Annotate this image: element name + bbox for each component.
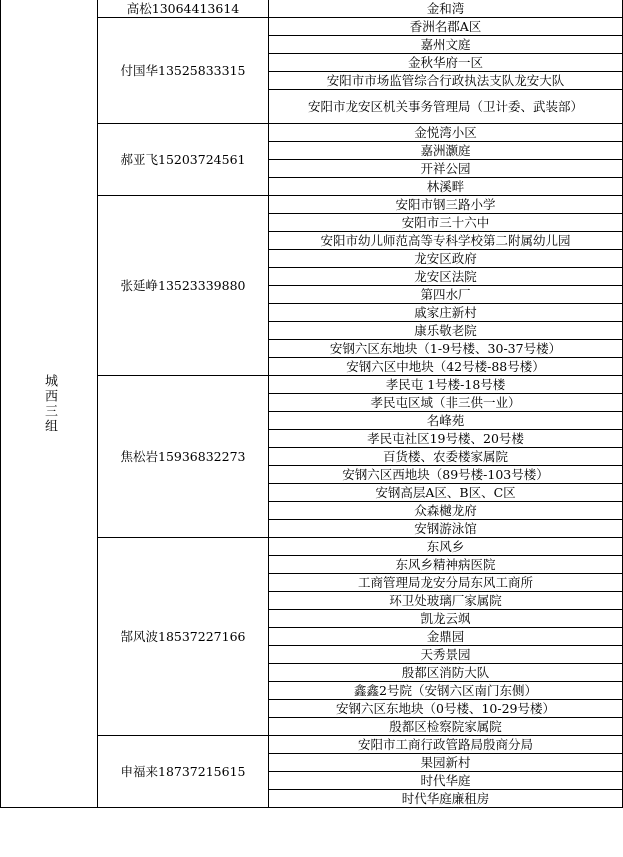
area-item: 金鼎园: [269, 628, 623, 646]
area-item: 孝民屯社区19号楼、20号楼: [269, 430, 623, 448]
area-item: 金和湾: [269, 0, 623, 18]
area-item: 工商管理局龙安分局东风工商所: [269, 574, 623, 592]
roster-body: [1, 0, 623, 808]
contact-name-phone: 付国华13525833315: [98, 18, 269, 124]
area-item: 开祥公园: [269, 160, 623, 178]
area-item: 嘉洲灏庭: [269, 142, 623, 160]
area-item: 康乐敬老院: [269, 322, 623, 340]
area-item: 时代华庭廉租房: [269, 790, 623, 808]
area-item: 名峰苑: [269, 412, 623, 430]
area-item: 凯龙云飒: [269, 610, 623, 628]
contact-name-phone: 焦松岩15936832273: [98, 376, 269, 538]
contact-name-phone: 郝亚飞15203724561: [98, 124, 269, 196]
area-item: 安钢六区东地块（0号楼、10-29号楼）: [269, 700, 623, 718]
area-item: 众森樾龙府: [269, 502, 623, 520]
area-item: 果园新村: [269, 754, 623, 772]
area-item: 金秋华府一区: [269, 54, 623, 72]
contact-name-phone: 郜风波18537227166: [98, 538, 269, 736]
area-item: 安阳市市场监管综合行政执法支队龙安大队: [269, 72, 623, 90]
area-item: 鑫鑫2号院（安钢六区南门东侧）: [269, 682, 623, 700]
area-item: 安钢六区中地块（42号楼-88号楼）: [269, 358, 623, 376]
contact-name-phone: 申福来18737215615: [98, 736, 269, 808]
area-item: 时代华庭: [269, 772, 623, 790]
area-item: 殷都区检察院家属院: [269, 718, 623, 736]
area-item: 天秀景园: [269, 646, 623, 664]
area-item: 林溪畔: [269, 178, 623, 196]
area-item: 安阳市三十六中: [269, 214, 623, 232]
contact-name-phone: 高松13064413614: [98, 0, 269, 18]
area-item: 香洲名郡A区: [269, 18, 623, 36]
area-item: 孝民屯区域（非三供一业）: [269, 394, 623, 412]
area-item: 戚家庄新村: [269, 304, 623, 322]
group-label: 城西三组: [1, 0, 98, 808]
area-item: 安阳市龙安区机关事务管理局（卫计委、武装部）: [269, 90, 623, 124]
area-item: 殷都区消防大队: [269, 664, 623, 682]
area-item: 安钢游泳馆: [269, 520, 623, 538]
area-item: 安钢六区东地块（1-9号楼、30-37号楼）: [269, 340, 623, 358]
area-item: 孝民屯 1号楼-18号楼: [269, 376, 623, 394]
area-item: 安钢六区西地块（89号楼-103号楼）: [269, 466, 623, 484]
area-item: 第四水厂: [269, 286, 623, 304]
area-item: 东风乡: [269, 538, 623, 556]
area-item: 百货楼、农委楼家属院: [269, 448, 623, 466]
table-row: [1, 0, 623, 18]
area-item: 安阳市幼儿师范高等专科学校第二附属幼儿园: [269, 232, 623, 250]
area-item: 龙安区法院: [269, 268, 623, 286]
area-item: 东风乡精神病医院: [269, 556, 623, 574]
area-item: 环卫处玻璃厂家属院: [269, 592, 623, 610]
area-item: 金悦湾小区: [269, 124, 623, 142]
area-item: 龙安区政府: [269, 250, 623, 268]
area-item: 安阳市工商行政管路局殷商分局: [269, 736, 623, 754]
contact-name-phone: 张延峥13523339880: [98, 196, 269, 376]
area-item: 安阳市钢三路小学: [269, 196, 623, 214]
area-item: 安钢高层A区、B区、C区: [269, 484, 623, 502]
area-item: 嘉州文庭: [269, 36, 623, 54]
